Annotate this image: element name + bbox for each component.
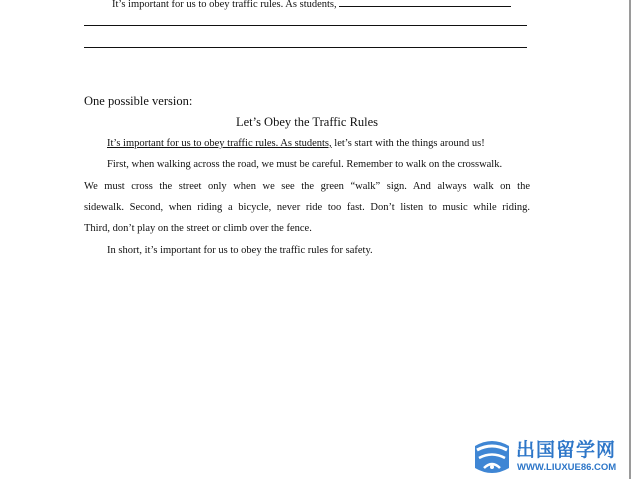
para2-line-4: Third, don’t play on the street or climb over the fence. xyxy=(84,223,312,234)
globe-logo-icon xyxy=(472,438,512,476)
answer-heading: One possible version: xyxy=(84,94,193,108)
essay-opening xyxy=(107,137,485,150)
prompt-text: It’s important for us to obey traffic rules. As students, xyxy=(112,0,337,10)
answer-rule-1 xyxy=(84,25,527,26)
para2-line-1: First, when walking across the road, we must be careful. Remember to walk on the crosswalk. xyxy=(107,159,503,170)
watermark-name: 出国留学网 xyxy=(516,439,617,461)
opening-given-text: It’s important for us to obey traffic rules. As students, xyxy=(107,138,332,149)
watermark-url: WWW.LIUXUE86.COM xyxy=(517,462,617,473)
opening-rest-text: let’s start with the things around us! xyxy=(331,138,485,149)
para3-line: In short, it’s important for us to obey the traffic rules for safety. xyxy=(107,245,373,256)
essay-title: Let’s Obey the Traffic Rules xyxy=(235,115,379,129)
answer-blank xyxy=(339,0,511,7)
answer-rule-2 xyxy=(84,47,527,48)
para2-line-3: sidewalk. Second, when riding a bicycle, never ride too fast. Don’t listen to music while riding. xyxy=(84,202,530,213)
para2-line-2: We must cross the street only when we see the green “walk” sign. And always walk on the xyxy=(84,181,530,192)
site-watermark xyxy=(472,438,631,478)
prompt-line xyxy=(112,0,511,11)
